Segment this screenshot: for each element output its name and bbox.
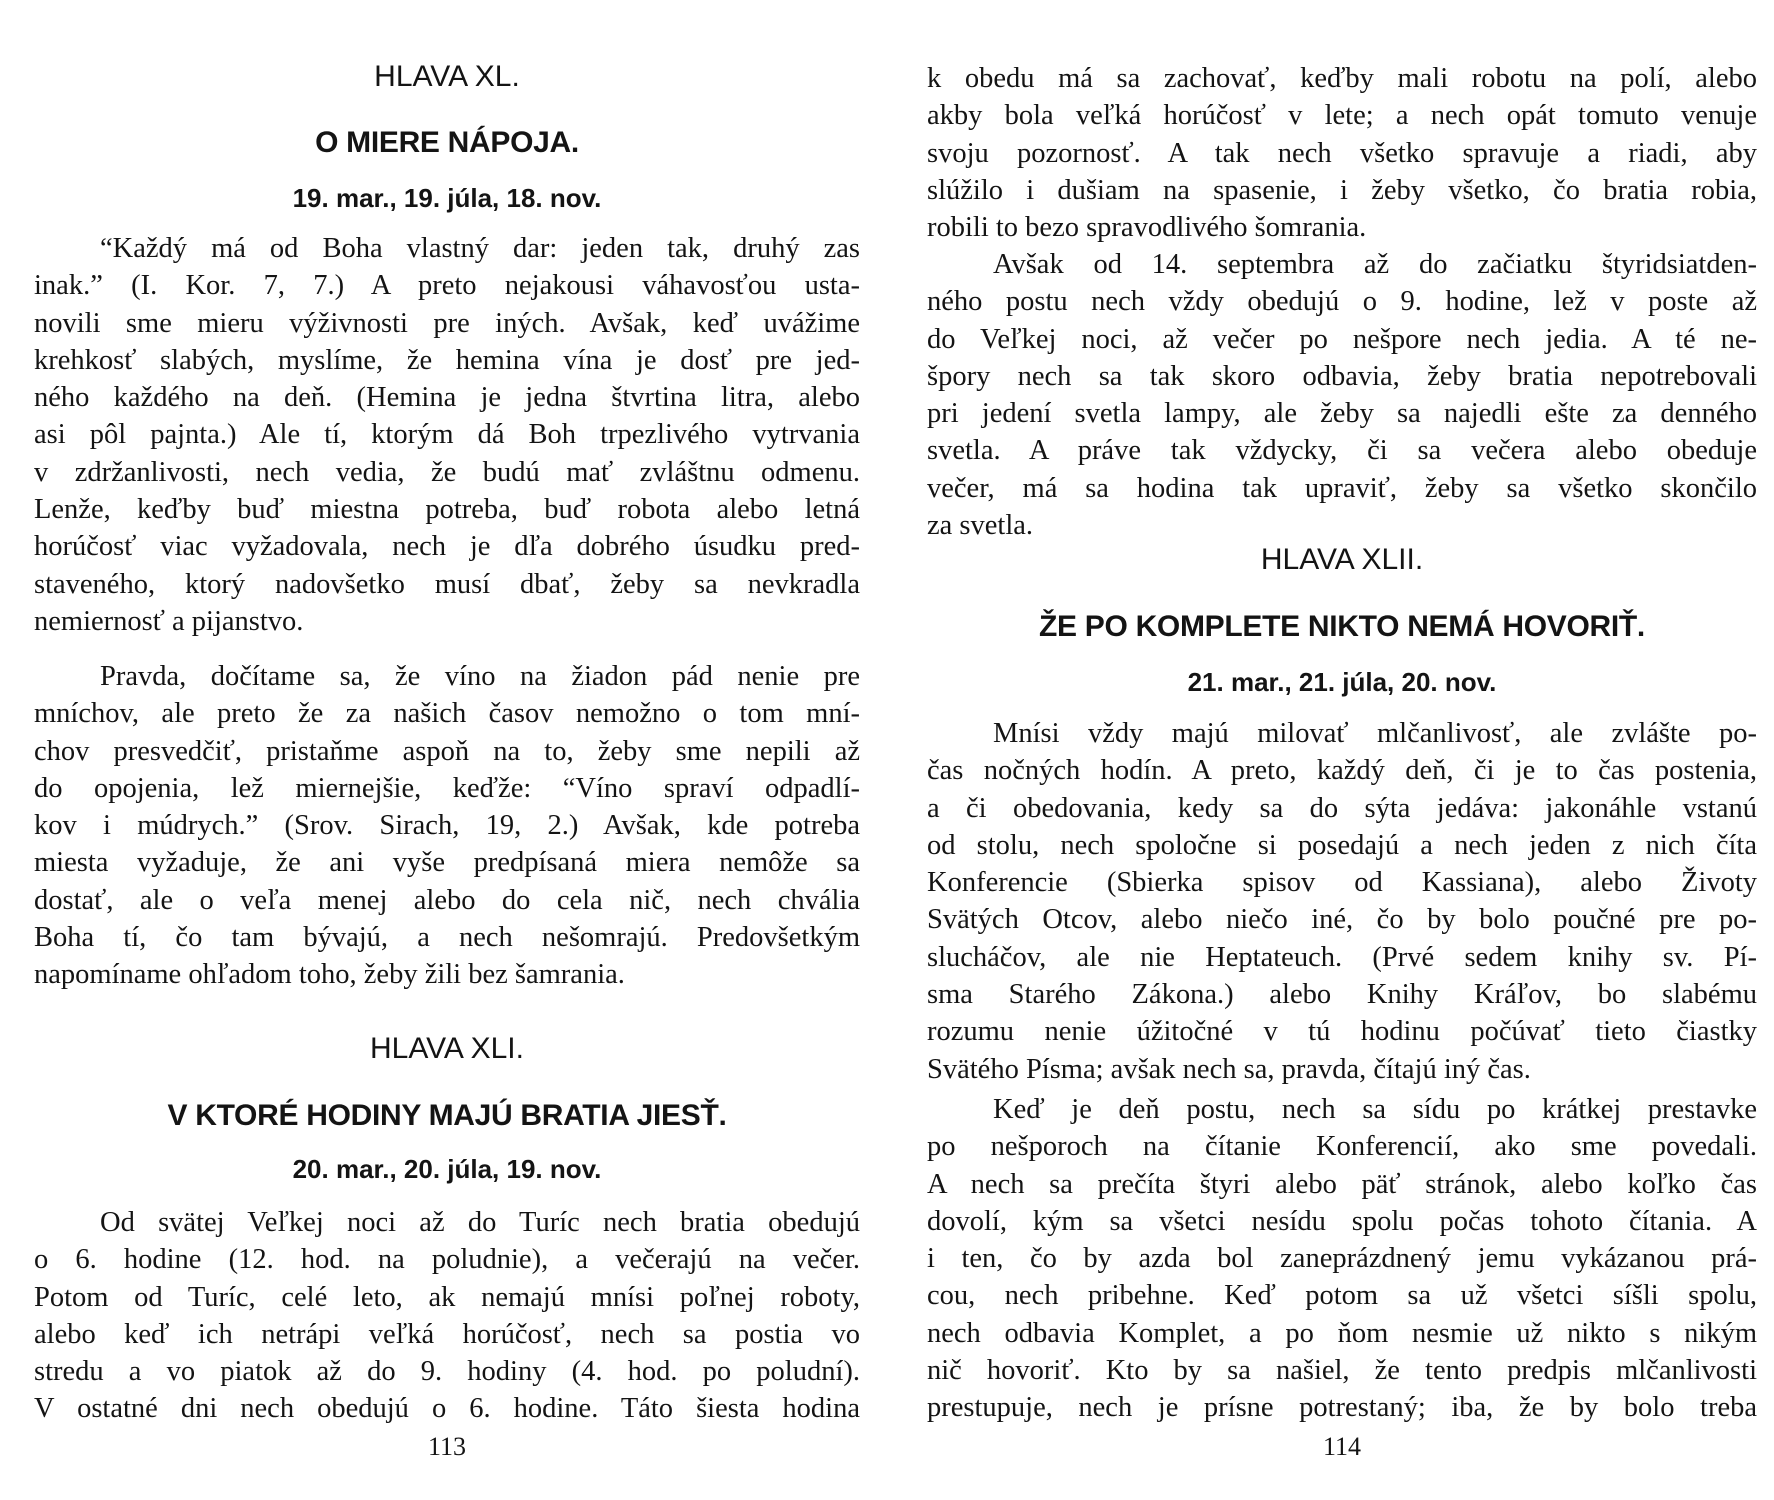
text-line: staveného, ktorý nadovšetko musí dbať, žeby sa nevkradla [34, 568, 860, 600]
paragraph [34, 658, 860, 994]
text-line: svetla. A práve tak vždycky, či sa večera alebo obeduje [927, 435, 1757, 467]
page-number: 114 [1322, 1432, 1362, 1461]
text-line: cou, nech pribehne. Keď potom sa už všetci síšli spolu, [927, 1280, 1757, 1312]
text-line: čas nočných hodín. A preto, každý deň, či je to čas postenia, [927, 755, 1757, 787]
text-line: večer, má sa hodina tak upraviť, žeby sa všetko skončilo [927, 472, 1757, 504]
text-line: i ten, čo by azda bol zaneprázdnený jemu vykázanou prá- [927, 1243, 1757, 1275]
text-line: stredu a vo piatok až do 9. hodiny (4. hod. po poludní). [34, 1356, 860, 1388]
text-line: dovolí, kým sa všetci nesídu spolu počas tohoto čítania. A [927, 1205, 1757, 1237]
text-line: Mnísi vždy majú milovať mlčanlivosť, ale zvlášte po- [993, 718, 1757, 749]
text-line: akby bola veľká horúčosť v lete; a nech opát tomuto venuje [927, 100, 1757, 132]
text-line: Boha tí, čo tam bývajú, a nech nešomrajú. Predovšetkým [34, 922, 860, 954]
text-line: za svetla. [927, 510, 1034, 542]
left-page [34, 0, 860, 1500]
chapter-number: HLAVA XL. [374, 60, 520, 93]
text-line: od stolu, nech spoločne si posedajú a nech jeden z nich číta [927, 829, 1757, 861]
text-line: sma Starého Zákona.) alebo Knihy Kráľov, bo slabému [927, 979, 1757, 1011]
text-line: V ostatné dni nech obedujú o 6. hodine. Táto šiesta hodina [34, 1393, 860, 1425]
text-line: “Každý má od Boha vlastný dar: jeden tak, druhý zas [100, 233, 860, 264]
text-line: asi pôl pajnta.) Ale tí, ktorým dá Boh trpezlivého vytrvania [34, 419, 860, 451]
text-line: do opojenia, lež miernejšie, keďže: “Víno spraví odpadlí- [34, 772, 860, 804]
text-line: rozumu nenie úžitočné v tú hodinu počúvať tieto čiastky [927, 1016, 1757, 1048]
text-line: svoju pozornosť. A tak nech všetko spravuje a riadi, aby [927, 137, 1757, 169]
paragraph [927, 60, 1757, 246]
text-line: prestupuje, nech je prísne potrestaný; iba, že by bolo treba [927, 1392, 1757, 1424]
paragraph [927, 246, 1757, 544]
text-line: do Veľkej noci, až večer po nešpore nech jedia. A té ne- [927, 323, 1757, 355]
text-line: v zdržanlivosti, nech vedia, že budú mať zvláštnu odmenu. [34, 456, 860, 488]
text-line: robili to bezo spravodlivého šomrania. [927, 212, 1367, 244]
chapter-number: HLAVA XLII. [1260, 543, 1424, 576]
text-line: novili sme mieru výživnosti pre iných. Avšak, keď uvážime [34, 307, 860, 339]
reading-dates: 20. mar., 20. júla, 19. nov. [292, 1154, 602, 1184]
text-line: šporу nech sa tak skoro odbavia, žeby bratia nepotrebovali [927, 360, 1757, 392]
paragraph [927, 715, 1757, 1088]
text-line: nemiernosť a pijanstvo. [34, 605, 304, 637]
text-line: krehkosť slabých, myslíme, že hemina vína je dosť pre jed- [34, 344, 860, 376]
paragraph [927, 1091, 1757, 1427]
text-line: Potom od Turíc, celé leto, ak nemajú mnísi poľnej roboty, [34, 1281, 860, 1313]
chapter-title: V KTORÉ HODINY MAJÚ BRATIA JIESŤ. [167, 1099, 727, 1132]
text-line: Od svätej Veľkej noci až do Turíc nech bratia obedujú [100, 1207, 860, 1238]
text-line: nech odbavia Komplet, a po ňom nesmie už nikto s nikým [927, 1317, 1757, 1349]
text-line: chov presvedčiť, pristaňme aspoň na to, žeby sme nepili až [34, 735, 860, 767]
text-line: Avšak od 14. septembra až do začiatku štyridsiatden- [993, 249, 1757, 280]
text-line: Lenže, keďby buď miestna potreba, buď robota alebo letná [34, 494, 860, 526]
page-number: 113 [427, 1432, 467, 1461]
text-line: k obedu má sa zachovať, keďby mali robotu na polí, alebo [927, 63, 1757, 94]
text-line: slúžilo i dušiam na spasenie, i žeby všetko, čo bratia robia, [927, 174, 1757, 206]
text-line: ného každého na deň. (Hemina je jedna štvrtina litra, alebo [34, 382, 860, 414]
right-page [927, 0, 1757, 1500]
text-line: o 6. hodine (12. hod. na poludnie), a večerajú na večer. [34, 1244, 860, 1276]
text-line: nič hovoriť. Kto by sa našiel, že tento predpis mlčanlivosti [927, 1355, 1757, 1387]
text-line: A nech sa prečíta štyri alebo päť stránok, alebo koľko čas [927, 1168, 1757, 1200]
text-line: miesta vyžaduje, že ani vyše predpísaná miera nemôže sa [34, 847, 860, 879]
text-line: Svätých Otcov, alebo niečo iné, čo by bolo poučné pre po- [927, 904, 1757, 936]
text-line: a či obedovania, kedy sa do sýta jedáva: jakonáhle vstanú [927, 792, 1757, 824]
text-line: alebo keď ich netrápi veľká horúčosť, nech sa postia vo [34, 1318, 860, 1350]
text-line: Konferencie (Sbierka spisov od Kassiana), alebo Životy [927, 867, 1757, 899]
reading-dates: 19. mar., 19. júla, 18. nov. [292, 183, 602, 213]
text-line: dostať, ale o veľa menej alebo do cela nič, nech chvália [34, 884, 860, 916]
text-line: slucháčov, ale nie Heptateuch. (Prvé sedem knihy sv. Pí- [927, 941, 1757, 973]
text-line: Svätého Písma; avšak nech sa, pravda, čítajú iný čas. [927, 1053, 1531, 1085]
text-line: napomíname ohľadom toho, žeby žili bez šamrania. [34, 959, 625, 991]
text-line: Keď je deň postu, nech sa sídu po krátkej prestavke [993, 1094, 1757, 1125]
text-line: Pravda, dočítame sa, že víno na žiadon pád nenie pre [100, 661, 860, 692]
text-line: horúčosť viac vyžadovala, nech je dľa dobrého úsudku pred- [34, 531, 860, 563]
text-line: mníchov, ale preto že za našich časov nemožno o tom mní- [34, 698, 860, 730]
text-line: po nešporoch na čítanie Konferencií, ako sme povedali. [927, 1131, 1757, 1163]
chapter-title: ŽE PO KOMPLETE NIKTO NEMÁ HOVORIŤ. [1039, 610, 1645, 643]
text-line: inak.” (I. Kor. 7, 7.) A preto nejakousi váhavosťou usta- [34, 270, 860, 302]
chapter-number: HLAVA XLI. [370, 1032, 524, 1065]
paragraph [34, 230, 860, 640]
text-line: ného postu nech vždy obedujú o 9. hodine, lež v poste až [927, 286, 1757, 318]
chapter-title: O MIERE NÁPOJA. [315, 126, 579, 159]
reading-dates: 21. mar., 21. júla, 20. nov. [1187, 667, 1497, 697]
text-line: pri jedení svetla lampy, ale žeby sa najedli ešte za denného [927, 398, 1757, 430]
text-line: kov i múdrych.” (Srov. Sirach, 19, 2.) Avšak, kde potreba [34, 810, 860, 842]
paragraph [34, 1204, 860, 1428]
